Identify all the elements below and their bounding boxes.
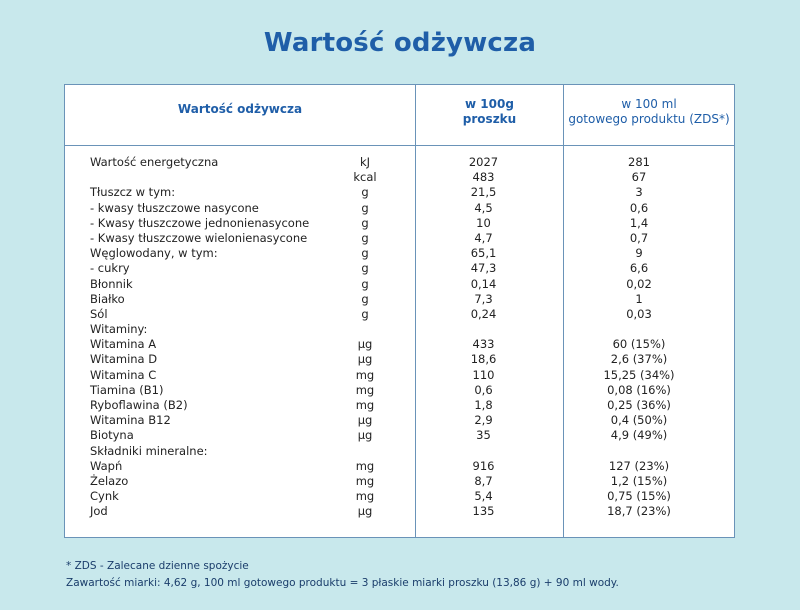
value-per-100g: 21,5 xyxy=(470,185,497,200)
table-row xyxy=(65,170,736,185)
nutrient-unit: mg xyxy=(355,489,375,504)
value-per-100ml: 0,75 (15%) xyxy=(607,489,671,504)
nutrient-name: - Kwasy tłuszczowe wielonienasycone xyxy=(90,230,308,245)
value-per-100g: 8,7 xyxy=(474,473,493,488)
nutrient-name: Biotyna xyxy=(90,428,134,443)
nutrient-unit: µg xyxy=(357,504,373,519)
header-per-100g-line2: proszku xyxy=(462,112,517,126)
value-per-100g: 4,5 xyxy=(474,200,493,215)
header-per-100ml xyxy=(564,97,734,127)
nutrient-name: - kwasy tłuszczowe nasycone xyxy=(90,200,259,215)
value-per-100ml: 3 xyxy=(635,185,643,200)
nutrient-name: Białko xyxy=(90,291,125,306)
nutrient-unit: kJ xyxy=(359,155,371,169)
nutrient-unit: g xyxy=(361,246,369,261)
table-row xyxy=(65,231,736,246)
table-row xyxy=(65,337,736,352)
value-per-100ml: 1,4 xyxy=(629,215,649,230)
nutrient-unit: mg xyxy=(355,473,375,488)
table-row xyxy=(65,322,736,337)
table-body xyxy=(65,155,736,520)
table-row xyxy=(65,277,736,292)
value-per-100g: 2,9 xyxy=(474,413,493,428)
value-per-100g: 4,7 xyxy=(474,230,493,245)
value-per-100ml: 0,4 (50%) xyxy=(610,413,668,428)
nutrient-unit: g xyxy=(361,185,369,200)
value-per-100ml: 4,9 (49%) xyxy=(610,428,668,443)
value-per-100g: 2027 xyxy=(468,155,499,169)
table-row xyxy=(65,459,736,474)
value-per-100g: 433 xyxy=(472,337,495,352)
nutrient-unit: g xyxy=(361,276,369,291)
header-divider xyxy=(65,145,734,146)
value-per-100g: 916 xyxy=(472,458,495,473)
nutrient-unit: µg xyxy=(357,413,373,428)
value-per-100g: 110 xyxy=(472,367,495,382)
table-row xyxy=(65,155,736,170)
nutrient-name: Jod xyxy=(90,504,108,519)
nutrient-name: Ryboflawina (B2) xyxy=(90,398,188,412)
page-title: Wartość odżywcza xyxy=(263,28,537,58)
table-row xyxy=(65,352,736,367)
table-row xyxy=(65,185,736,200)
value-per-100g: 18,6 xyxy=(470,352,497,367)
nutrient-unit: mg xyxy=(355,367,375,382)
table-row xyxy=(65,504,736,519)
nutrient-name: Sól xyxy=(90,306,108,321)
nutrient-name: Witamina A xyxy=(90,337,157,352)
footnote-zds: * ZDS - Zalecane dzienne spożycie xyxy=(66,560,249,572)
value-per-100g: 7,3 xyxy=(474,291,493,306)
value-per-100ml: 2,6 (37%) xyxy=(610,352,668,367)
nutrient-unit: g xyxy=(361,200,369,215)
nutrient-unit: g xyxy=(361,291,369,306)
nutrient-name: Cynk xyxy=(90,489,119,504)
table-row xyxy=(65,368,736,383)
nutrient-name: Składniki mineralne: xyxy=(90,443,208,458)
table-row xyxy=(65,489,736,504)
nutrient-unit: µg xyxy=(357,352,373,367)
value-per-100ml: 0,02 xyxy=(626,276,652,291)
value-per-100g: 10 xyxy=(476,215,491,230)
nutrient-unit: mg xyxy=(355,382,375,397)
table-row xyxy=(65,474,736,489)
nutrient-unit: µg xyxy=(357,428,373,443)
nutrient-name: Witaminy: xyxy=(90,322,148,337)
value-per-100ml: 281 xyxy=(628,155,650,169)
value-per-100g: 0,14 xyxy=(470,276,497,291)
nutrient-unit: µg xyxy=(357,337,373,352)
footnote-scoop: Zawartość miarki: 4,62 g, 100 ml gotowego produktu = 3 płaskie miarki proszku (13,86 g) + 90 ml wody. xyxy=(66,577,619,589)
table-row xyxy=(65,428,736,443)
nutrient-name: Węglowodany, w tym: xyxy=(90,246,218,261)
value-per-100ml: 0,6 xyxy=(629,200,649,215)
value-per-100ml: 0,7 xyxy=(629,230,649,245)
value-per-100ml: 9 xyxy=(635,246,643,261)
table-row xyxy=(65,383,736,398)
value-per-100ml: 6,6 xyxy=(629,261,649,276)
value-per-100g: 5,4 xyxy=(474,489,493,504)
value-per-100ml: 18,7 (23%) xyxy=(607,504,671,519)
value-per-100g: 47,3 xyxy=(470,261,497,276)
table-row xyxy=(65,398,736,413)
nutrient-name: - cukry xyxy=(90,261,130,276)
value-per-100g: 1,8 xyxy=(474,398,493,412)
nutrient-name: Wapń xyxy=(90,458,123,473)
nutrient-unit: mg xyxy=(355,398,375,412)
nutrient-name: Witamina B12 xyxy=(90,413,171,428)
value-per-100ml: 0,08 (16%) xyxy=(607,382,671,397)
value-per-100ml: 127 (23%) xyxy=(608,458,670,473)
value-per-100ml: 67 xyxy=(631,170,647,185)
nutrient-unit: g xyxy=(361,261,369,276)
value-per-100g: 483 xyxy=(472,170,495,185)
nutrient-name: Błonnik xyxy=(90,276,133,291)
table-row xyxy=(65,261,736,276)
table-row xyxy=(65,292,736,307)
value-per-100g: 0,6 xyxy=(474,382,493,397)
nutrient-name: - Kwasy tłuszczowe jednonienasycone xyxy=(90,215,310,230)
value-per-100ml: 1,2 (15%) xyxy=(610,473,668,488)
value-per-100ml: 0,25 (36%) xyxy=(607,398,671,412)
nutrient-name: Tiamina (B1) xyxy=(90,382,164,397)
header-per-100ml-line2: gotowego produktu (ZDS*) xyxy=(568,112,730,126)
nutrition-table xyxy=(64,84,735,538)
header-per-100g xyxy=(416,97,563,127)
nutrient-name: Tłuszcz w tym: xyxy=(90,185,176,200)
header-per-100ml-line1: w 100 ml xyxy=(621,97,677,111)
value-per-100g: 35 xyxy=(476,428,491,443)
table-row xyxy=(65,307,736,322)
value-per-100ml: 60 (15%) xyxy=(612,337,666,352)
header-nutrient: Wartość odżywcza xyxy=(177,102,303,116)
value-per-100g: 135 xyxy=(472,504,495,519)
nutrient-unit: kcal xyxy=(353,170,377,185)
nutrient-name: Witamina C xyxy=(90,367,157,382)
header-per-100g-line1: w 100g xyxy=(465,97,514,111)
value-per-100g: 0,24 xyxy=(470,306,497,321)
nutrient-unit: g xyxy=(361,215,369,230)
nutrient-name: Wartość energetyczna xyxy=(90,155,219,169)
table-row xyxy=(65,246,736,261)
nutrient-name: Żelazo xyxy=(90,473,129,488)
nutrient-unit: g xyxy=(361,306,369,321)
value-per-100ml: 15,25 (34%) xyxy=(603,367,675,382)
nutrient-unit: mg xyxy=(355,458,375,473)
value-per-100ml: 0,03 xyxy=(626,306,652,321)
value-per-100g: 65,1 xyxy=(470,246,497,261)
table-row xyxy=(65,444,736,459)
table-row xyxy=(65,216,736,231)
nutrient-name: Witamina D xyxy=(90,352,158,367)
table-row xyxy=(65,413,736,428)
nutrient-unit: g xyxy=(361,230,369,245)
table-row xyxy=(65,201,736,216)
value-per-100ml: 1 xyxy=(635,291,643,306)
